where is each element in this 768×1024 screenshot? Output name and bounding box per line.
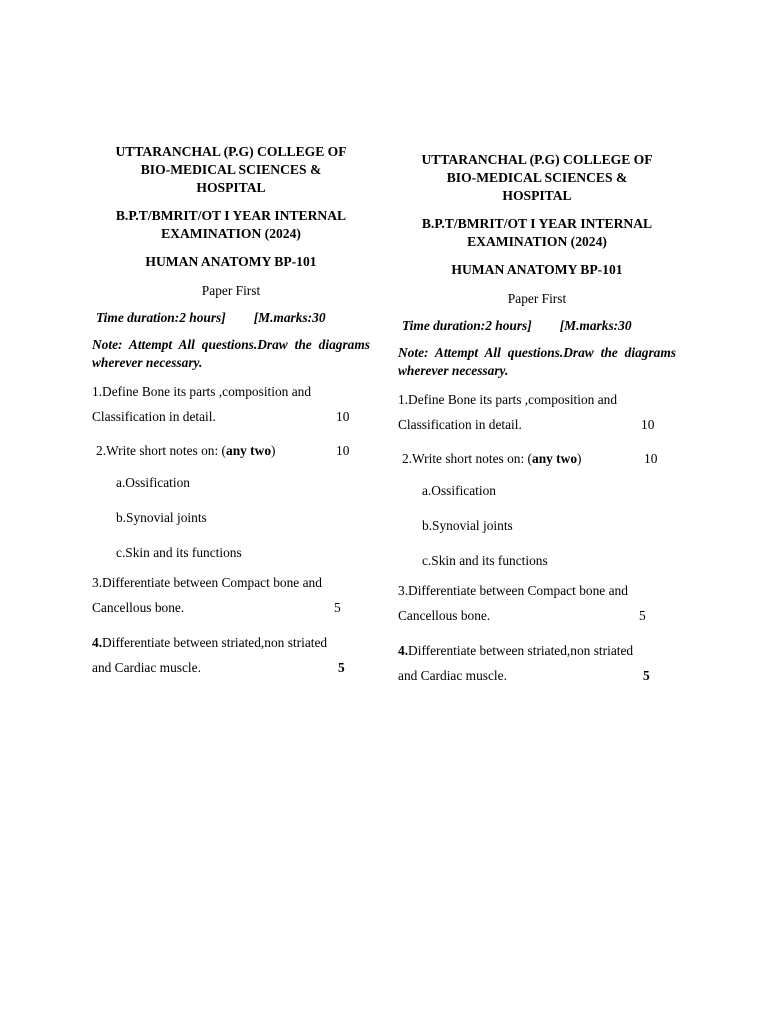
exam-title: B.P.T/BMRIT/OT I YEAR INTERNAL EXAMINATION (2024) [115, 208, 347, 241]
exam-title: B.P.T/BMRIT/OT I YEAR INTERNAL EXAMINATION (2024) [421, 216, 653, 249]
list-item: b.Synovial joints [116, 510, 207, 525]
time-duration: Time duration:2 hours] [402, 318, 532, 333]
question-2: 2.Write short notes on: (any two) 10 a.Ossification b.Synovial joints c.Skin and its functions [92, 438, 370, 570]
subject-title: HUMAN ANATOMY BP-101 [145, 254, 317, 269]
college-name: UTTARANCHAL (P.G) COLLEGE OF BIO-MEDICAL SCIENCES & HOSPITAL [115, 144, 347, 195]
question-marks: 5 [334, 600, 341, 615]
time-marks-line [92, 309, 370, 327]
question-marks: 10 [336, 443, 350, 458]
question-marks: 5 [639, 608, 646, 623]
max-marks: [M.marks:30 [559, 318, 632, 333]
question-marks: 10 [641, 417, 655, 432]
question-3: 3.Differentiate between Compact bone and Cancellous bone. 5 [398, 578, 676, 628]
paper-label: Paper First [507, 291, 567, 306]
question-2: 2.Write short notes on: (any two) 10 a.Ossification b.Synovial joints c.Skin and its functions [398, 446, 676, 578]
instructions-note: Note: Attempt All questions.Draw the diagrams wherever necessary. [92, 337, 370, 370]
question-marks: 10 [644, 451, 658, 466]
question-3: 3.Differentiate between Compact bone and Cancellous bone. 5 [92, 570, 370, 620]
list-item: c.Skin and its functions [422, 553, 548, 568]
question-marks: 5 [338, 660, 345, 675]
question-marks: 10 [336, 409, 350, 424]
question-4: 4.Differentiate between striated,non striated and Cardiac muscle. 5 [398, 638, 676, 688]
list-item: c.Skin and its functions [116, 545, 242, 560]
time-duration: Time duration:2 hours] [96, 310, 226, 325]
list-item: a.Ossification [422, 483, 497, 498]
question-1: 1.Define Bone its parts ,composition and Classification in detail. 10 [92, 379, 370, 429]
exam-paper-left [92, 143, 370, 680]
question-4: 4.Differentiate between striated,non striated and Cardiac muscle. 5 [92, 630, 370, 680]
college-name: UTTARANCHAL (P.G) COLLEGE OF BIO-MEDICAL SCIENCES & HOSPITAL [421, 152, 653, 203]
question-1: 1.Define Bone its parts ,composition and Classification in detail. 10 [398, 387, 676, 437]
time-marks-line [398, 317, 676, 335]
list-item: a.Ossification [116, 475, 191, 490]
max-marks: [M.marks:30 [253, 310, 326, 325]
list-item: b.Synovial joints [422, 518, 513, 533]
subject-title: HUMAN ANATOMY BP-101 [451, 262, 623, 277]
instructions-note: Note: Attempt All questions.Draw the diagrams wherever necessary. [398, 345, 676, 378]
paper-label: Paper First [201, 283, 261, 298]
question-marks: 5 [643, 668, 650, 683]
exam-paper-right [398, 151, 676, 688]
